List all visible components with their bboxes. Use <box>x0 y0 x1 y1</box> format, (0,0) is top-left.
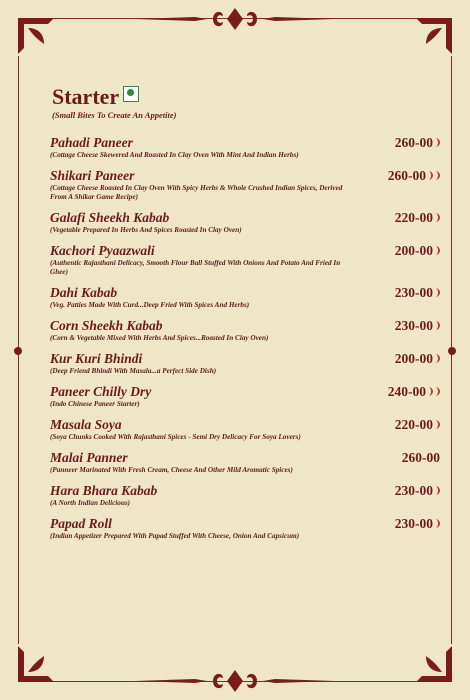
chili-icon <box>434 246 440 255</box>
menu-item-name: Malai Panner <box>50 450 128 465</box>
menu-item-price-group <box>395 285 440 301</box>
menu-item-description: (Soya Chunks Cooked With Rajasthani Spices - Semi Dry Delicacy For Soya Lovers) <box>50 433 301 441</box>
menu-item-price: 220-00 <box>394 210 433 225</box>
menu-item-price: 260-00 <box>387 168 426 183</box>
menu-item-name: Pahadi Paneer <box>50 135 133 150</box>
chili-icon <box>434 387 440 396</box>
menu-item <box>50 210 440 235</box>
menu-item-price-group <box>388 384 440 400</box>
chili-icon <box>434 171 440 180</box>
section-heading <box>52 84 139 110</box>
corner-ornament-icon <box>14 14 58 58</box>
chili-icon <box>434 213 440 222</box>
menu-item-description: (Indian Appetizer Prepared With Papad Stuffed With Cheese, Onion And Capsicum) <box>50 532 300 540</box>
chili-icon <box>434 519 440 528</box>
chili-icon <box>434 420 440 429</box>
menu-item-price-group <box>395 243 440 259</box>
menu-item-name: Kachori Pyaazwali <box>50 243 155 258</box>
menu-item-name: Shikari Paneer <box>50 168 135 183</box>
menu-item <box>50 516 440 541</box>
menu-item-name: Papad Roll <box>50 516 112 531</box>
menu-item <box>50 318 440 343</box>
menu-item-name: Corn Sheekh Kabab <box>50 318 163 333</box>
menu-item-description: (Panneer Marinated With Fresh Cream, Cheese And Other Mild Aromatic Spices) <box>50 466 293 474</box>
menu-item-list <box>50 135 440 549</box>
menu-item-price: 230-00 <box>394 516 433 531</box>
corner-ornament-icon <box>412 14 456 58</box>
menu-item-description: (Corn & Vegetable Mixed With Herbs And Spices...Roasted In Clay Oven) <box>50 334 269 342</box>
menu-item-description: (Authentic Rajasthani Delicacy, Smooth Flour Ball Stuffed With Onions And Potato And Fried In Ghee) <box>50 259 341 276</box>
left-dot-ornament <box>14 347 22 355</box>
right-dot-ornament <box>448 347 456 355</box>
section-title: Starter <box>52 84 120 109</box>
menu-item-price-group <box>402 450 440 466</box>
menu-item <box>50 417 440 442</box>
menu-item-price: 200-00 <box>394 243 433 258</box>
menu-item-description: (A North Indian Delicious) <box>50 499 131 507</box>
menu-item <box>50 384 440 409</box>
menu-item-name: Hara Bhara Kabab <box>50 483 158 498</box>
menu-item <box>50 351 440 376</box>
menu-item-price-group <box>395 135 440 151</box>
menu-item <box>50 135 440 160</box>
menu-item-name: Paneer Chilly Dry <box>50 384 152 399</box>
menu-item-price: 230-00 <box>394 483 433 498</box>
menu-item-price-group <box>395 351 440 367</box>
chili-icon <box>434 138 440 147</box>
menu-item-price-group <box>388 168 440 184</box>
corner-ornament-icon <box>412 642 456 686</box>
veg-symbol-icon <box>123 86 139 102</box>
menu-item-description: (Cottage Cheese Roasted In Clay Oven With Spicy Herbs & Whole Crushed Indian Spices, Derived From A Shikar Game Recipe) <box>50 184 343 201</box>
menu-item-price: 200-00 <box>394 351 433 366</box>
menu-item-price: 240-00 <box>387 384 426 399</box>
menu-item-name: Dahi Kabab <box>50 285 118 300</box>
menu-item <box>50 450 440 475</box>
menu-item-price-group <box>395 318 440 334</box>
menu-item-price-group <box>395 483 440 499</box>
chili-icon <box>427 387 433 396</box>
corner-ornament-icon <box>14 642 58 686</box>
menu-item-price-group <box>395 417 440 433</box>
menu-item-description: (Deep Friend Bhindi With Masala...a Perfect Side Dish) <box>50 367 217 375</box>
menu-item <box>50 285 440 310</box>
menu-item-name: Galafi Sheekh Kabab <box>50 210 170 225</box>
chili-icon <box>434 354 440 363</box>
section-subtitle: (Small Bites To Create An Appetite) <box>52 110 177 120</box>
menu-item-description: (Indo Chinese Paneer Starter) <box>50 400 140 408</box>
chili-icon <box>434 288 440 297</box>
menu-item-description: (Veg. Patties Made With Curd...Deep Fried With Spices And Herbs) <box>50 301 250 309</box>
menu-item-description: (Cottage Cheese Skewered And Roasted In Clay Oven With Mint And Indian Herbs) <box>50 151 299 159</box>
menu-item <box>50 483 440 508</box>
menu-item-price: 220-00 <box>394 417 433 432</box>
menu-item-description: (Vegetable Prepared In Herbs And Spices Roasted In Clay Oven) <box>50 226 242 234</box>
menu-item-price: 260-00 <box>394 135 433 150</box>
menu-item-price: 230-00 <box>394 318 433 333</box>
menu-item-price: 230-00 <box>394 285 433 300</box>
menu-item-name: Kur Kuri Bhindi <box>50 351 143 366</box>
menu-item-price: 260-00 <box>401 450 440 465</box>
menu-item-price-group <box>395 516 440 532</box>
chili-icon <box>434 321 440 330</box>
menu-item <box>50 168 440 202</box>
flourish-ornament-icon <box>135 668 335 694</box>
menu-item-price-group <box>395 210 440 226</box>
menu-item-name: Masala Soya <box>50 417 122 432</box>
chili-icon <box>427 171 433 180</box>
menu-item <box>50 243 440 277</box>
chili-icon <box>434 486 440 495</box>
flourish-ornament-icon <box>135 6 335 32</box>
